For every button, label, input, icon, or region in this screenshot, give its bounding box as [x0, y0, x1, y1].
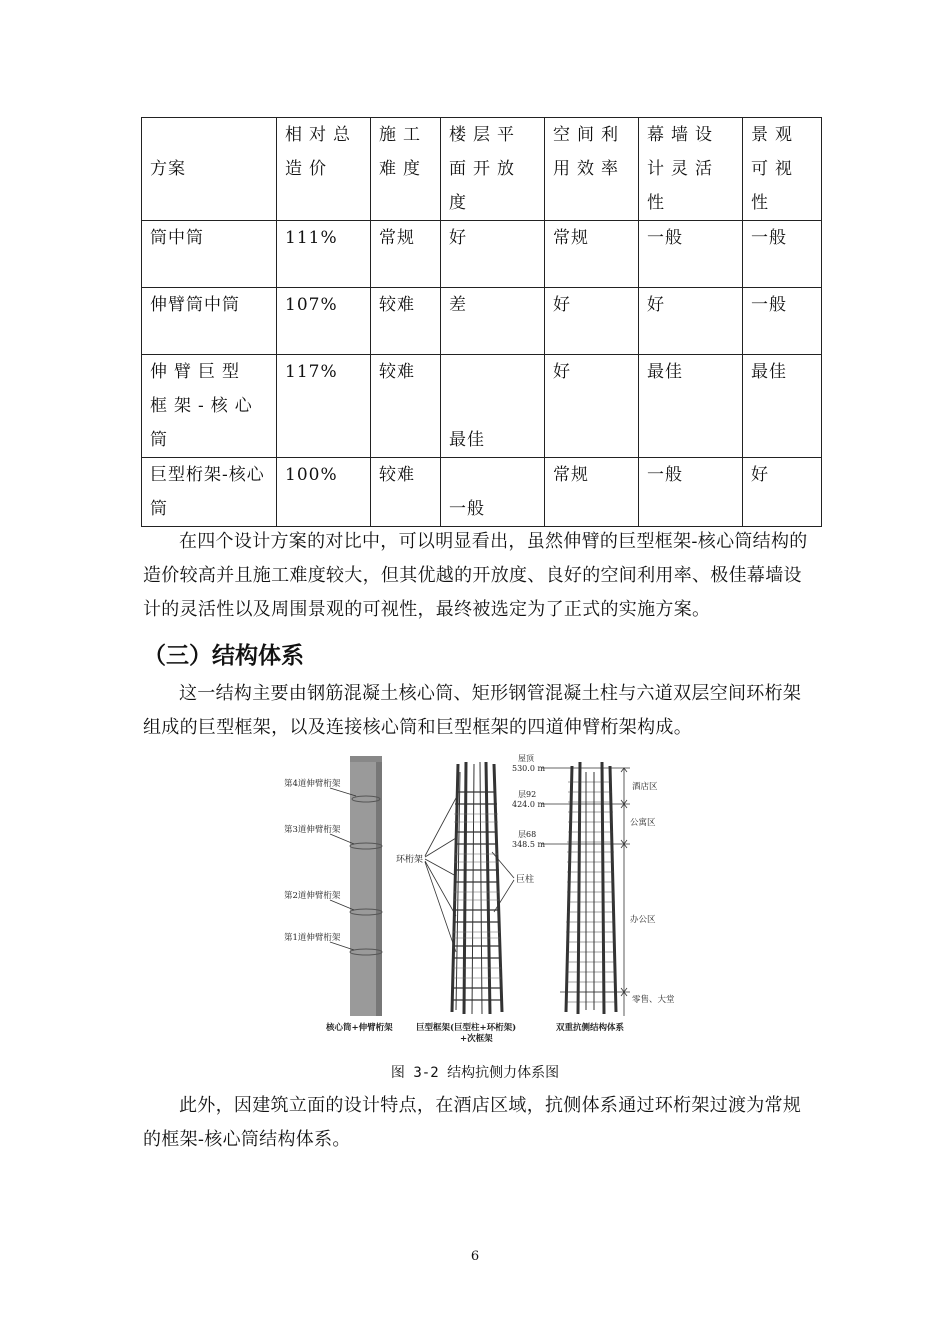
zone-office: 办公区	[630, 915, 656, 925]
header-cell: 幕墙设计灵活性	[639, 118, 743, 221]
table-cell: 好	[639, 288, 743, 355]
subcaption-dual-system: 双重抗侧结构体系	[556, 1023, 625, 1033]
subcaption-mega-frame: 巨型框架(巨型柱+环桁架)	[416, 1023, 517, 1033]
header-cell: 相对总造价	[277, 118, 371, 221]
level-68: 层68	[518, 830, 537, 839]
outrigger-label-3: 第3道伸臂桁架	[284, 825, 341, 835]
structure-diagram	[280, 752, 675, 1044]
table-cell: 较难	[371, 288, 441, 355]
header-cell: 楼层平面开放度	[441, 118, 545, 221]
mega-column-label: 巨柱	[516, 875, 535, 885]
table-cell: 最佳	[639, 355, 743, 458]
table-cell: 100%	[277, 458, 371, 527]
core-tower-drawing	[350, 756, 382, 1016]
zone-retail-lobby: 零售、大堂	[632, 995, 675, 1005]
table-cell: 一般	[441, 458, 545, 527]
table-cell: 一般	[743, 221, 822, 288]
header-cell: 方案	[142, 118, 277, 221]
table-cell: 107%	[277, 288, 371, 355]
table-cell: 常规	[545, 221, 639, 288]
table-cell: 巨型桁架-核心筒	[142, 458, 277, 527]
header-cell: 空间利用效率	[545, 118, 639, 221]
zone-hotel: 酒店区	[632, 782, 658, 792]
table-row	[142, 288, 822, 355]
table-cell: 较难	[371, 458, 441, 527]
ring-truss-label: 环桁架	[396, 855, 424, 865]
page-number: 6	[470, 1249, 480, 1264]
table-cell: 117%	[277, 355, 371, 458]
table-cell: 一般	[639, 221, 743, 288]
table-cell: 伸臂巨型框架-核心筒	[142, 355, 277, 458]
level-68-height: 348.5 m	[512, 840, 546, 849]
section-heading: （三）结构体系	[143, 643, 304, 669]
mega-frame-drawing	[452, 762, 502, 1014]
table-header-row	[142, 118, 822, 221]
table-cell: 一般	[743, 288, 822, 355]
table-cell: 常规	[545, 458, 639, 527]
paragraph-structure-intro: 这一结构主要由钢筋混凝土核心筒、矩形钢管混凝土柱与六道双层空间环桁架组成的巨型框架，以及连接核心筒和巨型框架的四道伸臂桁架构成。	[143, 683, 802, 738]
table-cell: 好	[743, 458, 822, 527]
table-row	[142, 221, 822, 288]
table-cell: 一般	[639, 458, 743, 527]
level-92-height: 424.0 m	[512, 800, 546, 809]
table-cell: 筒中筒	[142, 221, 277, 288]
subcaption-secondary-frame: +次框架	[460, 1034, 493, 1044]
table-row	[142, 458, 822, 527]
outrigger-label-2: 第2道伸臂桁架	[284, 891, 341, 901]
comparison-table	[141, 117, 822, 527]
table-cell: 常规	[371, 221, 441, 288]
paragraph-comparison-summary: 在四个设计方案的对比中，可以明显看出，虽然伸臂的巨型框架-核心筒结构的造价较高并且施工难度较大，但其优越的开放度、良好的空间利用率、极佳幕墙设计的灵活性以及周围景观的可视性，最终被选定为了正式的实施方案。	[143, 531, 808, 620]
table-cell: 好	[441, 221, 545, 288]
dual-system-drawing	[566, 762, 616, 1014]
table-cell: 伸臂筒中筒	[142, 288, 277, 355]
table-cell: 111%	[277, 221, 371, 288]
table-cell: 差	[441, 288, 545, 355]
table-row	[142, 355, 822, 458]
table-cell: 最佳	[441, 355, 545, 458]
header-cell: 景观可视性	[743, 118, 822, 221]
figure-caption: 图 3-2 结构抗侧力体系图	[390, 1065, 560, 1081]
table-cell: 较难	[371, 355, 441, 458]
header-cell: 施工难度	[371, 118, 441, 221]
structure-figure	[280, 752, 675, 1044]
level-92: 层92	[518, 790, 537, 799]
zone-apartment: 公寓区	[630, 818, 656, 828]
table-cell: 好	[545, 355, 639, 458]
outrigger-label-1: 第1道伸臂桁架	[284, 933, 341, 943]
level-roof: 屋顶	[518, 754, 534, 763]
subcaption-core: 核心筒+伸臂桁架	[326, 1023, 393, 1033]
table-cell: 好	[545, 288, 639, 355]
outrigger-label-4: 第4道伸臂桁架	[284, 779, 341, 789]
level-roof-height: 530.0 m	[512, 764, 546, 773]
table-cell: 最佳	[743, 355, 822, 458]
paragraph-hotel-transition: 此外，因建筑立面的设计特点，在酒店区域，抗侧体系通过环桁架过渡为常规的框架-核心筒结构体系。	[143, 1095, 802, 1150]
